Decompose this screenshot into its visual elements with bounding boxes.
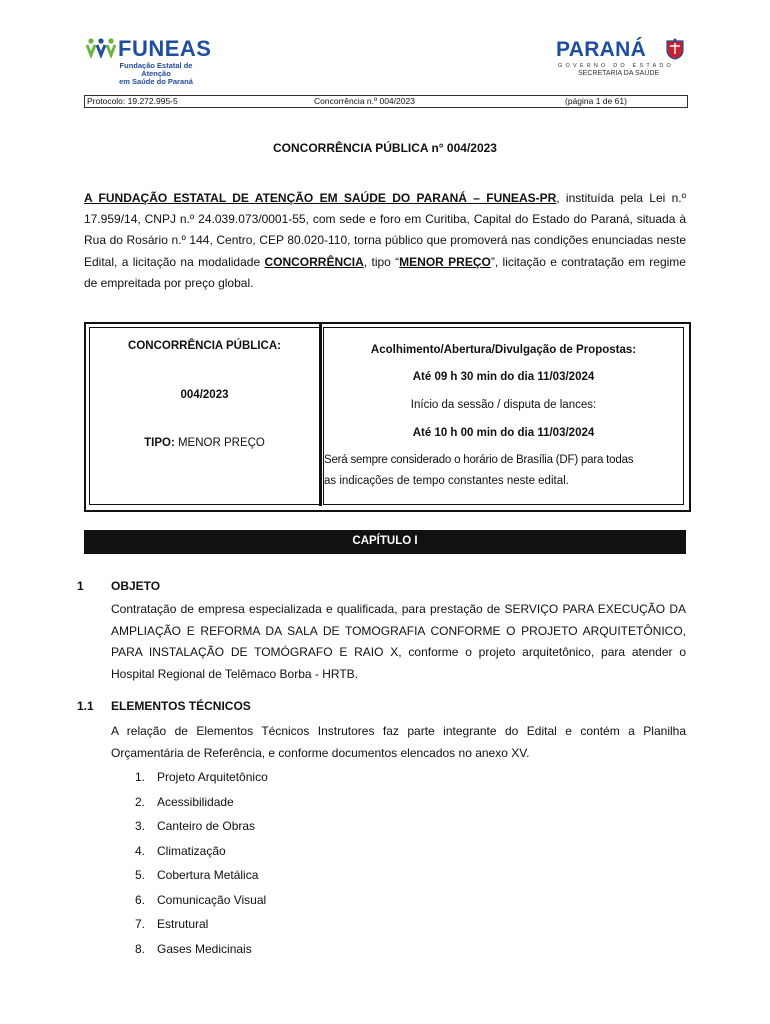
list-item-number: 8. <box>134 942 145 956</box>
box-divider <box>319 324 322 506</box>
list-item-number: 5. <box>134 868 145 882</box>
tipo-value: MENOR PREÇO <box>174 437 265 449</box>
section-1-number: 1 <box>77 579 84 593</box>
list-item-label: Estrutural <box>157 917 209 931</box>
list-item-number: 4. <box>134 844 145 858</box>
concorrencia-number: Concorrência n.º 004/2023 <box>314 96 415 106</box>
list-item-label: Comunicação Visual <box>157 893 267 907</box>
list-item-label: Canteiro de Obras <box>157 819 256 833</box>
intro-text-2: , tipo “ <box>363 254 400 269</box>
secretaria-text: SECRETARIA DA SAÚDE <box>578 70 660 77</box>
governo-text: GOVERNO DO ESTADO <box>558 63 675 69</box>
tipo: MENOR PREÇO <box>399 254 491 269</box>
parana-name: PARANÁ <box>556 38 647 61</box>
chapter-heading: CAPÍTULO I <box>84 530 686 554</box>
list-item-number: 7. <box>134 917 145 931</box>
funeas-name: FUNEAS <box>118 36 212 61</box>
box-right-deadline: Até 09 h 30 min do dia 11/03/2024 <box>412 371 595 383</box>
funeas-people-icon <box>86 38 116 64</box>
box-left-tipo <box>90 437 319 449</box>
box-left-number: 004/2023 <box>180 389 229 401</box>
protocol-bar <box>84 95 688 108</box>
page-indicator: (página 1 de 61) <box>565 96 627 106</box>
funeas-logo <box>86 36 226 86</box>
box-right-note-1: Será sempre considerado o horário de Brasília (DF) para todas <box>324 454 634 466</box>
list-item-label: Gases Medicinais <box>157 942 252 956</box>
info-box-left <box>89 327 320 505</box>
box-right-session-label: Início da sessão / disputa de lances: <box>410 399 597 411</box>
section-1-1-text: A relação de Elementos Técnicos Instrutores faz parte integrante do Edital e contém a Planilha Orçamentária de Referência, e conforme documentos elencados no anexo XV. <box>111 724 686 760</box>
list-item-label: Projeto Arquitetônico <box>157 770 268 784</box>
protocol-number: Protocolo: 19.272.995-5 <box>87 96 178 106</box>
box-left-title: CONCORRÊNCIA PÚBLICA: <box>128 340 281 352</box>
list-item-number: 6. <box>134 893 145 907</box>
funeas-subtitle-line-1: Fundação Estatal de Atenção <box>119 61 193 78</box>
box-right-session-time: Até 10 h 00 min do dia 11/03/2024 <box>412 427 595 439</box>
funeas-subtitle <box>116 62 196 86</box>
intro-paragraph <box>84 188 686 294</box>
section-1-1-title: ELEMENTOS TÉCNICOS <box>111 699 251 713</box>
intro-text-1: , instituída pela Lei n.º 17.959/14, CNPJ n.º 24.039.073/0001-55, com sede e foro em Curitiba, Capital do Estado do Paraná, situada à Rua do Rosário n.º 144, Centro, CEP 80.020-110, torna público que promoverá nas condições enunciadas neste Edital, a licitação na modalidade <box>84 191 687 269</box>
box-right-note-2: as indicações de tempo constantes neste edital. <box>324 475 569 487</box>
list-item-number: 2. <box>134 795 145 809</box>
info-box-right <box>323 327 684 505</box>
entity-name: A FUNDAÇÃO ESTATAL DE ATENÇÃO EM SAÚDE DO PARANÁ – FUNEAS-PR <box>84 191 557 205</box>
list-item-label: Cobertura Metálica <box>157 868 259 882</box>
section-1-title: OBJETO <box>111 579 161 593</box>
list-item-number: 3. <box>134 819 145 833</box>
document-title: CONCORRÊNCIA PÚBLICA n° 004/2023 <box>273 141 497 155</box>
modalidade: CONCORRÊNCIA <box>264 254 364 269</box>
section-1-text: Contratação de empresa especializada e qualificada, para prestação de SERVIÇO PARA EXECUÇÃO DA AMPLIAÇÃO E REFORMA DA SALA DE TOMOGRAFIA CONFORME O PROJETO ARQUITETÔNICO, PARA INSTALAÇÃO DE TOMÓGRAFO E RAIO X, conforme o projeto arquitetônico, para atender o Hospital Regional de Telêmaco Borba - HRTB. <box>111 602 686 681</box>
list-item-number: 1. <box>134 770 145 784</box>
parana-coat-of-arms-icon <box>666 38 684 60</box>
list-item-label: Acessibilidade <box>157 795 234 809</box>
parana-logo <box>556 38 688 82</box>
tipo-label: TIPO: <box>144 437 175 449</box>
info-box <box>84 322 691 512</box>
section-1-1-number: 1.1 <box>77 699 94 713</box>
box-right-title: Acolhimento/Abertura/Divulgação de Propostas: <box>370 344 637 356</box>
list-item-label: Climatização <box>157 844 226 858</box>
funeas-subtitle-line-2: em Saúde do Paraná <box>119 77 193 86</box>
intro-text-3: ”, licitação e contratação em regime de empreitada por preço global. <box>84 254 686 290</box>
